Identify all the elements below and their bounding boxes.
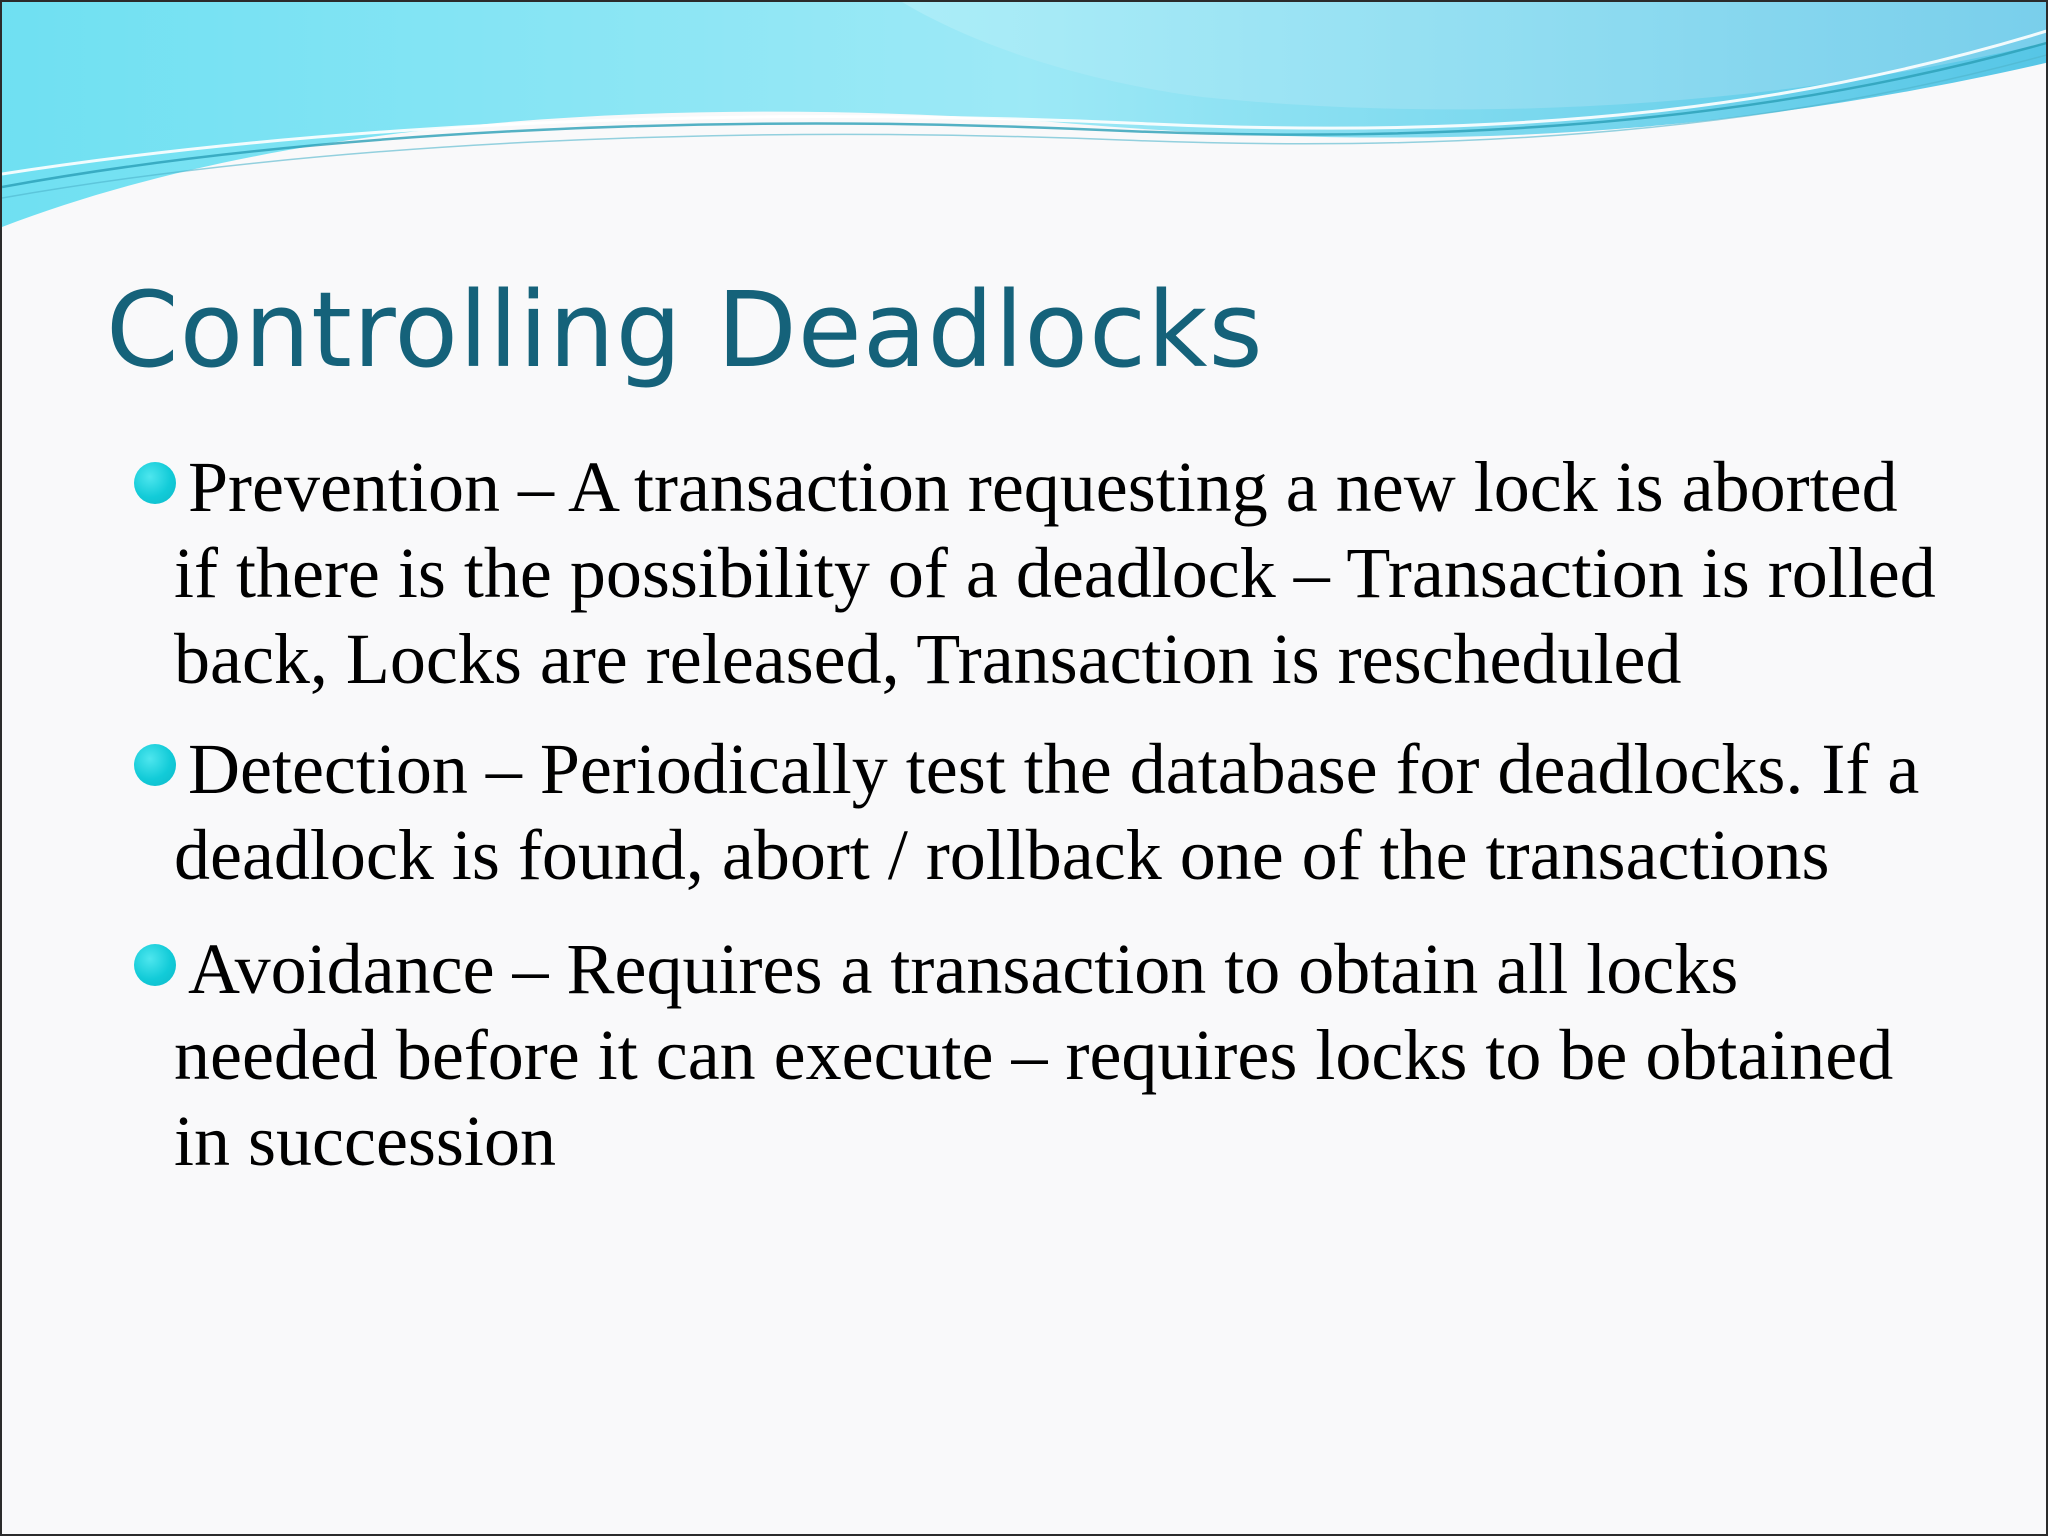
bullet-dot-icon	[134, 944, 176, 986]
bullet-text: Detection – Periodically test the database for deadlocks. If a deadlock is found, abort / rollback one of the transactions	[174, 729, 1920, 895]
slide-title: Controlling Deadlocks	[106, 269, 1264, 391]
header-wave-decoration	[2, 2, 2048, 242]
bullet-text: Avoidance – Requires a transaction to obtain all locks needed before it can execute – requires locks to be obtained in succession	[174, 929, 1894, 1181]
bullet-avoidance	[134, 926, 1954, 1184]
bullet-text: Prevention – A transaction requesting a new lock is aborted if there is the possibility of a deadlock – Transaction is rolled back, Locks are released, Transaction is rescheduled	[174, 447, 1936, 699]
bullet-dot-icon	[134, 744, 176, 786]
bullet-list	[134, 444, 1954, 1208]
bullet-prevention	[134, 444, 1954, 702]
bullet-detection	[134, 726, 1954, 898]
bullet-dot-icon	[134, 462, 176, 504]
